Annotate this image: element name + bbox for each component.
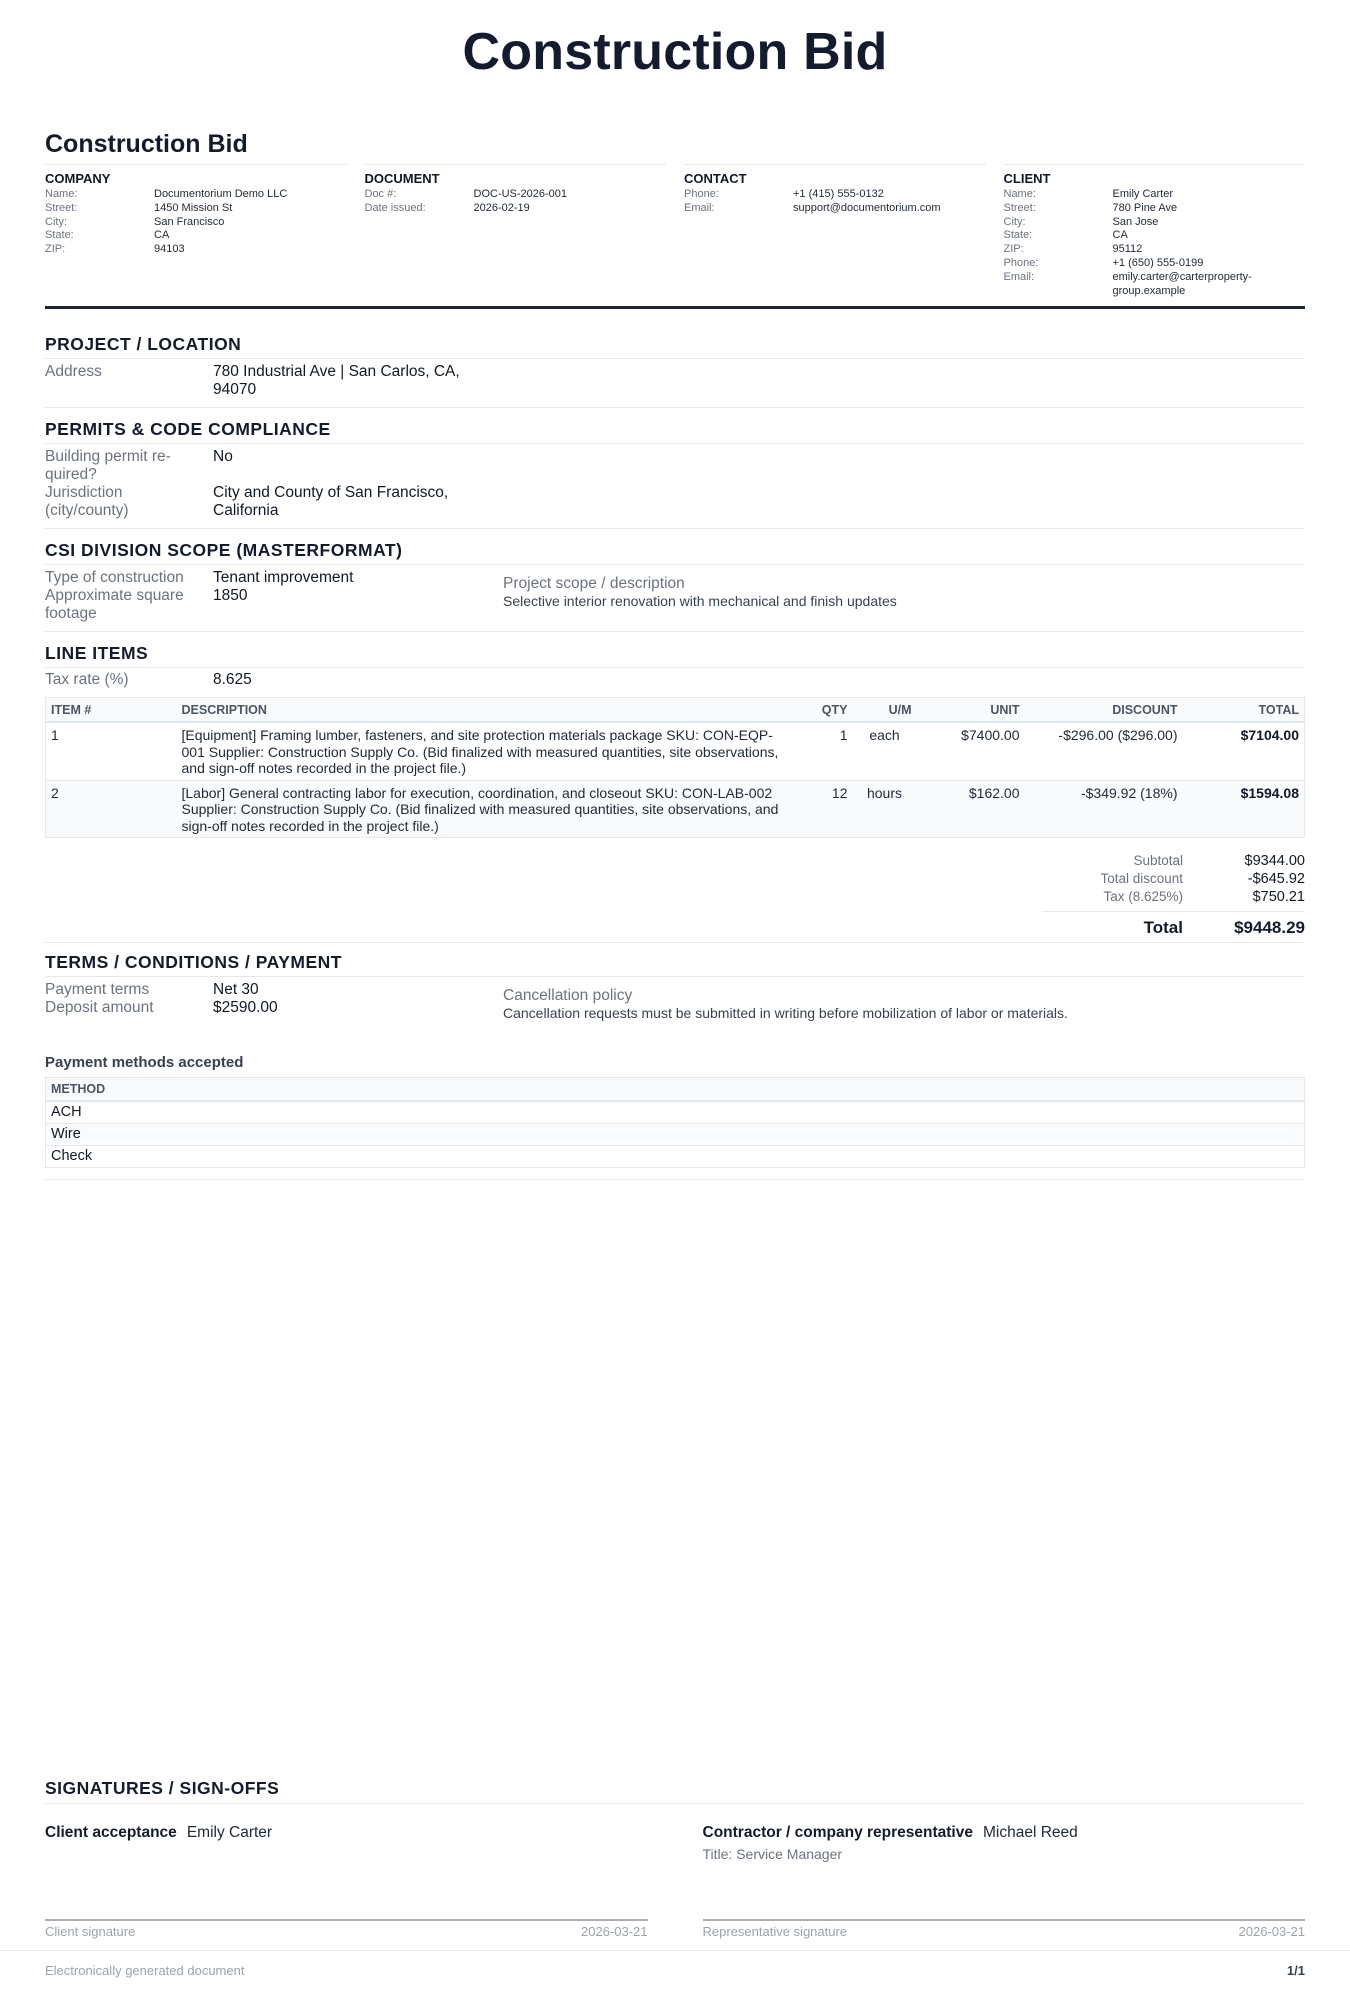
value: support@documentorium.com bbox=[793, 201, 941, 214]
payment-methods-title: Payment methods accepted bbox=[45, 1054, 244, 1072]
line-items-table bbox=[45, 697, 1305, 838]
payment-terms-field bbox=[45, 981, 503, 999]
client-block bbox=[1004, 164, 1306, 298]
contact-block bbox=[684, 164, 986, 298]
field-label: Address bbox=[45, 363, 102, 381]
cancellation-value: Cancellation requests must be submitted in writing before mobilization of labor or materials. bbox=[503, 1005, 1068, 1022]
value: 94103 bbox=[154, 243, 185, 256]
scope-value: Selective interior renovation with mechanical and finish updates bbox=[503, 593, 897, 610]
document-title: Construction Bid bbox=[45, 130, 248, 158]
table-header-row bbox=[46, 1078, 1305, 1102]
client-heading: CLIENT bbox=[1003, 171, 1051, 186]
label: Doc #: bbox=[364, 188, 397, 200]
table-row bbox=[46, 722, 1305, 780]
column-header-item: ITEM # bbox=[46, 698, 177, 723]
table-header-row bbox=[46, 698, 1305, 723]
scope-label: Project scope / description bbox=[503, 575, 685, 593]
grand-total-value: $9448.29 bbox=[1234, 918, 1305, 938]
section-body bbox=[45, 359, 1305, 408]
company-block bbox=[45, 164, 347, 298]
table-row bbox=[46, 1101, 1305, 1124]
section-body bbox=[45, 565, 1305, 632]
item-unit-price: $162.00 bbox=[917, 780, 1025, 838]
label: State: bbox=[1003, 229, 1033, 242]
page-footer bbox=[45, 1963, 1305, 1979]
terms-section bbox=[45, 951, 1305, 1180]
section-divider bbox=[45, 1179, 1305, 1180]
section-fields bbox=[45, 981, 503, 1022]
label: Street: bbox=[45, 201, 78, 214]
field-value: City and County of San Francisco, California bbox=[213, 484, 449, 520]
subtotal-value: $9344.00 bbox=[1244, 853, 1305, 870]
value: Emily Carter bbox=[1112, 188, 1174, 200]
document-page bbox=[45, 0, 1305, 2000]
company-city-row bbox=[45, 216, 347, 230]
section-heading: SIGNATURES / SIGN-OFFS bbox=[45, 1777, 1305, 1804]
page-title: Construction Bid bbox=[462, 23, 888, 81]
company-zip-row bbox=[45, 243, 347, 257]
contact-heading: CONTACT bbox=[684, 171, 747, 186]
payment-methods-table bbox=[45, 1077, 1305, 1168]
section-heading: TERMS / CONDITIONS / PAYMENT bbox=[45, 951, 1305, 977]
signature-columns bbox=[45, 1824, 1305, 1944]
page-number: 1/1 bbox=[1286, 1963, 1305, 1978]
value: 1450 Mission St bbox=[154, 201, 233, 214]
label: Email: bbox=[684, 201, 715, 214]
company-state-row bbox=[45, 229, 347, 243]
section-body bbox=[45, 977, 1305, 1030]
representative-name: Michael Reed bbox=[982, 1824, 1078, 1841]
representative-label: Contractor / company representative bbox=[702, 1824, 973, 1841]
footer-text: Electronically generated document bbox=[45, 1963, 245, 1978]
label: Date issued: bbox=[364, 201, 426, 214]
doc-number-row bbox=[365, 188, 667, 202]
representative-signature-caption: Representative signature bbox=[702, 1924, 848, 1939]
item-description: [Equipment] Framing lumber, fasteners, and site protection materials package SKU: CON-EQP-001 Supplier: Construction Supply Co. (Bid finalized with measured quantities, site observations, and sign-off notes recorded in the project file.) bbox=[177, 722, 793, 780]
label: Name: bbox=[1003, 188, 1036, 200]
payment-method: Check bbox=[46, 1146, 1305, 1168]
subtotal-row bbox=[1043, 852, 1305, 870]
client-acceptance bbox=[45, 1824, 648, 1842]
value: San Jose bbox=[1112, 215, 1159, 228]
label: ZIP: bbox=[1003, 243, 1024, 256]
header-info-grid bbox=[45, 164, 1305, 298]
totals-divider bbox=[45, 942, 1305, 943]
field-value: No bbox=[213, 448, 233, 466]
field-label: Building permit re-quired? bbox=[45, 448, 171, 484]
representative-signature-date: 2026-03-21 bbox=[1238, 1924, 1305, 1939]
square-footage-field bbox=[45, 587, 503, 623]
field-label: Deposit amount bbox=[45, 999, 154, 1017]
field-value: 8.625 bbox=[213, 671, 252, 689]
column-header-um: U/M bbox=[853, 698, 917, 723]
contact-phone-row bbox=[684, 188, 986, 202]
company-name-row bbox=[45, 188, 347, 202]
label: Street: bbox=[1003, 201, 1036, 214]
section-heading: LINE ITEMS bbox=[45, 642, 1305, 668]
label: State: bbox=[45, 229, 74, 242]
client-signature-block bbox=[45, 1824, 648, 1944]
column-header-description: DESCRIPTION bbox=[177, 698, 793, 723]
item-description: [Labor] General contracting labor for execution, coordination, and closeout SKU: CON-LAB-002 Supplier: Construction Supply Co. (Bid finalized with measured quantities, site observations, and sign-off notes recorded in the project file.) bbox=[177, 780, 793, 838]
field-label: Type of construction bbox=[45, 569, 184, 587]
section-body bbox=[45, 444, 1305, 529]
cancellation-policy-block bbox=[503, 981, 1305, 1022]
item-unit-price: $7400.00 bbox=[917, 722, 1025, 780]
contact-email-row bbox=[684, 202, 986, 216]
date-issued-row bbox=[365, 202, 667, 216]
company-street-row bbox=[45, 202, 347, 216]
value: +1 (650) 555-0199 bbox=[1112, 256, 1204, 269]
column-header-unit: UNIT bbox=[917, 698, 1025, 723]
section-fields bbox=[45, 448, 503, 520]
value: Documentorium Demo LLC bbox=[154, 188, 288, 200]
representative-acceptance bbox=[703, 1824, 1306, 1842]
construction-type-field bbox=[45, 569, 503, 587]
label: Phone: bbox=[1003, 256, 1039, 269]
client-zip-row bbox=[1004, 243, 1306, 257]
item-discount: -$349.92 (18%) bbox=[1025, 780, 1183, 838]
tax-row bbox=[1043, 888, 1305, 906]
signatures-section bbox=[45, 1777, 1305, 1944]
value: +1 (415) 555-0132 bbox=[793, 188, 884, 200]
field-value: Tenant improvement bbox=[213, 569, 354, 587]
document-block bbox=[365, 164, 667, 298]
column-header-method: METHOD bbox=[46, 1078, 1305, 1102]
representative-signature-block bbox=[703, 1824, 1306, 1944]
value: 2026-02-19 bbox=[473, 201, 530, 214]
client-street-row bbox=[1004, 202, 1306, 216]
value: San Francisco bbox=[154, 215, 225, 228]
value: CA bbox=[154, 229, 170, 242]
label: ZIP: bbox=[45, 243, 66, 256]
field-value: 1850 bbox=[213, 587, 248, 605]
item-um: each bbox=[853, 722, 917, 780]
column-header-qty: QTY bbox=[793, 698, 853, 723]
header-divider bbox=[45, 306, 1305, 309]
payment-method: ACH bbox=[46, 1101, 1305, 1124]
item-total: $7104.00 bbox=[1183, 722, 1305, 780]
client-state-row bbox=[1004, 229, 1306, 243]
label: City: bbox=[1003, 215, 1026, 228]
item-discount: -$296.00 ($296.00) bbox=[1025, 722, 1183, 780]
project-scope-block bbox=[503, 569, 1305, 623]
section-fields bbox=[45, 363, 503, 399]
item-um: hours bbox=[853, 780, 917, 838]
client-phone-row bbox=[1004, 257, 1306, 271]
company-heading: COMPANY bbox=[45, 171, 111, 186]
document-heading: DOCUMENT bbox=[364, 171, 440, 186]
total-discount-label: Total discount bbox=[1100, 871, 1183, 887]
field-value: Net 30 bbox=[213, 981, 259, 999]
item-number: 2 bbox=[46, 780, 177, 838]
subtotal-label: Subtotal bbox=[1133, 853, 1183, 869]
representative-title: Title: Service Manager bbox=[702, 1846, 843, 1862]
total-discount-value: -$645.92 bbox=[1247, 871, 1305, 888]
field-label: Tax rate (%) bbox=[45, 671, 129, 689]
client-acceptance-label: Client acceptance bbox=[45, 1824, 177, 1841]
client-city-row bbox=[1004, 216, 1306, 230]
line-items-section bbox=[45, 642, 1305, 943]
field-label: Jurisdiction (city/county) bbox=[45, 484, 129, 520]
client-name: Emily Carter bbox=[186, 1824, 273, 1841]
table-row bbox=[46, 1146, 1305, 1168]
client-signature-date: 2026-03-21 bbox=[581, 1924, 648, 1939]
deposit-amount-field bbox=[45, 999, 503, 1017]
grand-total-label: Total bbox=[1143, 918, 1183, 938]
column-header-total: TOTAL bbox=[1183, 698, 1305, 723]
client-signature-line[interactable] bbox=[45, 1919, 648, 1921]
value: 780 Pine Ave bbox=[1112, 201, 1178, 214]
value: CA bbox=[1112, 229, 1128, 242]
client-signature-meta bbox=[45, 1924, 648, 1939]
table-row bbox=[46, 780, 1305, 838]
client-signature-caption: Client signature bbox=[45, 1924, 136, 1939]
item-qty: 1 bbox=[793, 722, 853, 780]
label: City: bbox=[45, 215, 67, 228]
item-number: 1 bbox=[46, 722, 177, 780]
representative-signature-meta bbox=[703, 1924, 1306, 1939]
grand-total-row bbox=[1043, 911, 1305, 939]
payment-method: Wire bbox=[46, 1124, 1305, 1146]
table-row bbox=[46, 1124, 1305, 1146]
address-field bbox=[45, 363, 503, 399]
representative-signature-line[interactable] bbox=[703, 1919, 1306, 1921]
project-location-section bbox=[45, 333, 1305, 408]
section-fields bbox=[45, 569, 503, 623]
total-discount-row bbox=[1043, 870, 1305, 888]
cancellation-label: Cancellation policy bbox=[503, 987, 633, 1005]
field-value: $2590.00 bbox=[213, 999, 278, 1017]
label: Email: bbox=[1003, 270, 1035, 283]
field-value: 780 Industrial Ave | San Carlos, CA, 94070 bbox=[213, 363, 460, 399]
label: Name: bbox=[45, 188, 78, 200]
item-qty: 12 bbox=[793, 780, 853, 838]
section-heading: PERMITS & CODE COMPLIANCE bbox=[45, 418, 1305, 444]
field-label: Payment terms bbox=[45, 981, 150, 999]
client-name-row bbox=[1004, 188, 1306, 202]
client-email-row bbox=[1004, 271, 1306, 299]
section-heading: PROJECT / LOCATION bbox=[45, 333, 1305, 359]
jurisdiction-field bbox=[45, 484, 503, 520]
csi-scope-section bbox=[45, 539, 1305, 632]
permits-section bbox=[45, 418, 1305, 529]
section-heading: CSI DIVISION SCOPE (MASTERFORMAT) bbox=[45, 539, 1305, 565]
label: Phone: bbox=[684, 188, 719, 200]
value: emily.carter@carterproperty-group.example bbox=[1112, 270, 1252, 297]
tax-label: Tax (8.625%) bbox=[1103, 889, 1183, 905]
tax-rate-field bbox=[45, 668, 1305, 689]
item-total: $1594.08 bbox=[1183, 780, 1305, 838]
value: DOC-US-2026-001 bbox=[473, 188, 568, 200]
footer-divider bbox=[0, 1950, 1350, 1951]
tax-value: $750.21 bbox=[1252, 889, 1305, 906]
column-header-discount: DISCOUNT bbox=[1025, 698, 1183, 723]
totals-block bbox=[1043, 852, 1305, 939]
building-permit-field bbox=[45, 448, 503, 484]
field-label: Approximate square footage bbox=[45, 587, 184, 623]
value: 95112 bbox=[1112, 243, 1143, 256]
